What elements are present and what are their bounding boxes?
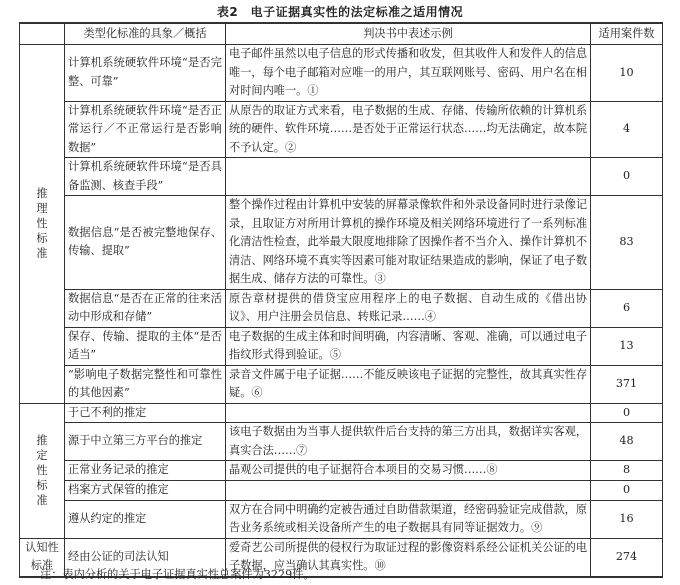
standard-cell: 计算机系统硬软件环境“是否正常运行／不正常运行是否影响数据” (65, 101, 226, 158)
table-row (20, 289, 663, 327)
header-count: 适用案件数 (591, 23, 663, 45)
count-cell: 0 (591, 480, 663, 500)
example-cell: 整个操作过程由计算机中安装的屏幕录像软件和外录设备同时进行录像记录，且取证方对所用计算机的操作环境及相关网络环境进行了一系列标准化清洁性检查，此举最大限度地排除了因操作者不当介入、操作计算机不清洁、网络环境不真实等因素可能对取证结果造成的影响，保证了电子数据生成、储存方法的可靠性。③ (226, 196, 591, 290)
standard-cell: 计算机系统硬软件环境“是否完整、可靠” (65, 45, 226, 102)
table-row (20, 158, 663, 196)
header-standard: 类型化标准的具象／概括 (65, 23, 226, 45)
table-title: 表2 电子证据真实性的法定标准之适用情况 (216, 5, 464, 19)
table-row (20, 403, 663, 423)
group-label: 认知性标准 (25, 541, 59, 572)
table-row (20, 45, 663, 102)
standard-cell: “影响电子数据完整性和可靠性的其他因素” (65, 365, 226, 403)
table-row (20, 327, 663, 365)
header-example: 判决书中表述示例 (226, 23, 591, 45)
group-cell-presumptive (20, 403, 65, 538)
table-row (20, 365, 663, 403)
example-cell (226, 158, 591, 196)
group-label: 推定性标准 (36, 434, 48, 507)
example-cell: 该电子数据由为当事人提供软件后台支持的第三方出具，数据详实客观，真实合法……⑦ (226, 423, 591, 461)
group-label: 推理性标准 (36, 187, 48, 261)
table-row (20, 423, 663, 461)
standard-cell: 数据信息“是否在正常的往来活动中形成和存储” (65, 289, 226, 327)
table-row (20, 196, 663, 290)
standard-cell: 档案方式保管的推定 (65, 480, 226, 500)
example-cell: 电子邮件虽然以电子信息的形式传播和收发，但其收件人和发件人的信息唯一，每个电子邮箱对应唯一的用户，其互联网账号、密码、用户名在相对时间内唯一。① (226, 45, 591, 102)
count-cell: 8 (591, 461, 663, 481)
header-group (20, 23, 65, 45)
standard-cell: 正常业务记录的推定 (65, 461, 226, 481)
count-cell: 48 (591, 423, 663, 461)
standard-cell: 源于中立第三方平台的推定 (65, 423, 226, 461)
standard-cell: 保存、传输、提取的主体“是否适当” (65, 327, 226, 365)
count-cell: 83 (591, 196, 663, 290)
count-cell: 4 (591, 101, 663, 158)
count-cell: 0 (591, 158, 663, 196)
table-row (20, 500, 663, 538)
count-cell: 13 (591, 327, 663, 365)
example-cell: 晶观公司提供的电子证据符合本项目的交易习惯……⑧ (226, 461, 591, 481)
example-cell: 爱奇艺公司所提供的侵权行为取证过程的影像资料系经公证机关公证的电子数据，应当确认其真实性。⑩ (226, 538, 591, 577)
authenticity-standards-table (19, 22, 663, 578)
standard-cell: 数据信息“是否被完整地保存、传输、提取” (65, 196, 226, 290)
table-row (20, 101, 663, 158)
count-cell: 10 (591, 45, 663, 102)
example-cell (226, 403, 591, 423)
example-cell: 原告章材提供的借贷宝应用程序上的电子数据、自动生成的《借出协议》、用户注册会员信息、转账记录……④ (226, 289, 591, 327)
standard-cell: 经由公证的司法认知 (65, 538, 226, 577)
count-cell: 6 (591, 289, 663, 327)
count-cell: 371 (591, 365, 663, 403)
count-cell: 274 (591, 538, 663, 577)
example-cell (226, 480, 591, 500)
example-cell: 录音文件属于电子证据……不能反映该电子证据的完整性，故其真实性存疑。⑥ (226, 365, 591, 403)
table-row (20, 480, 663, 500)
count-cell: 0 (591, 403, 663, 423)
table-row (20, 461, 663, 481)
count-cell: 16 (591, 500, 663, 538)
example-cell: 双方在合同中明确约定被告通过自助借款渠道，经密码验证完成借款，原告业务系统或相关设备所产生的电子数据具有同等证据效力。⑨ (226, 500, 591, 538)
example-cell: 电子数据的生成主体和时间明确，内容清晰、客观、准确，可以通过电子指纹形式得到验证。⑤ (226, 327, 591, 365)
header-row (20, 23, 663, 45)
group-cell-inferential (20, 45, 65, 404)
standard-cell: 于己不利的推定 (65, 403, 226, 423)
standard-cell: 计算机系统硬软件环境“是否具备监测、核查手段” (65, 158, 226, 196)
table-note: 注：表内分析的关于电子证据真实性总案件为3229件。 (40, 568, 315, 581)
example-cell: 从原告的取证方式来看，电子数据的生成、存储、传输所依赖的计算机系统的硬件、软件环境……是否处于正常运行状态……均无法确定，故本院不予认定。② (226, 101, 591, 158)
standard-cell: 遵从约定的推定 (65, 500, 226, 538)
